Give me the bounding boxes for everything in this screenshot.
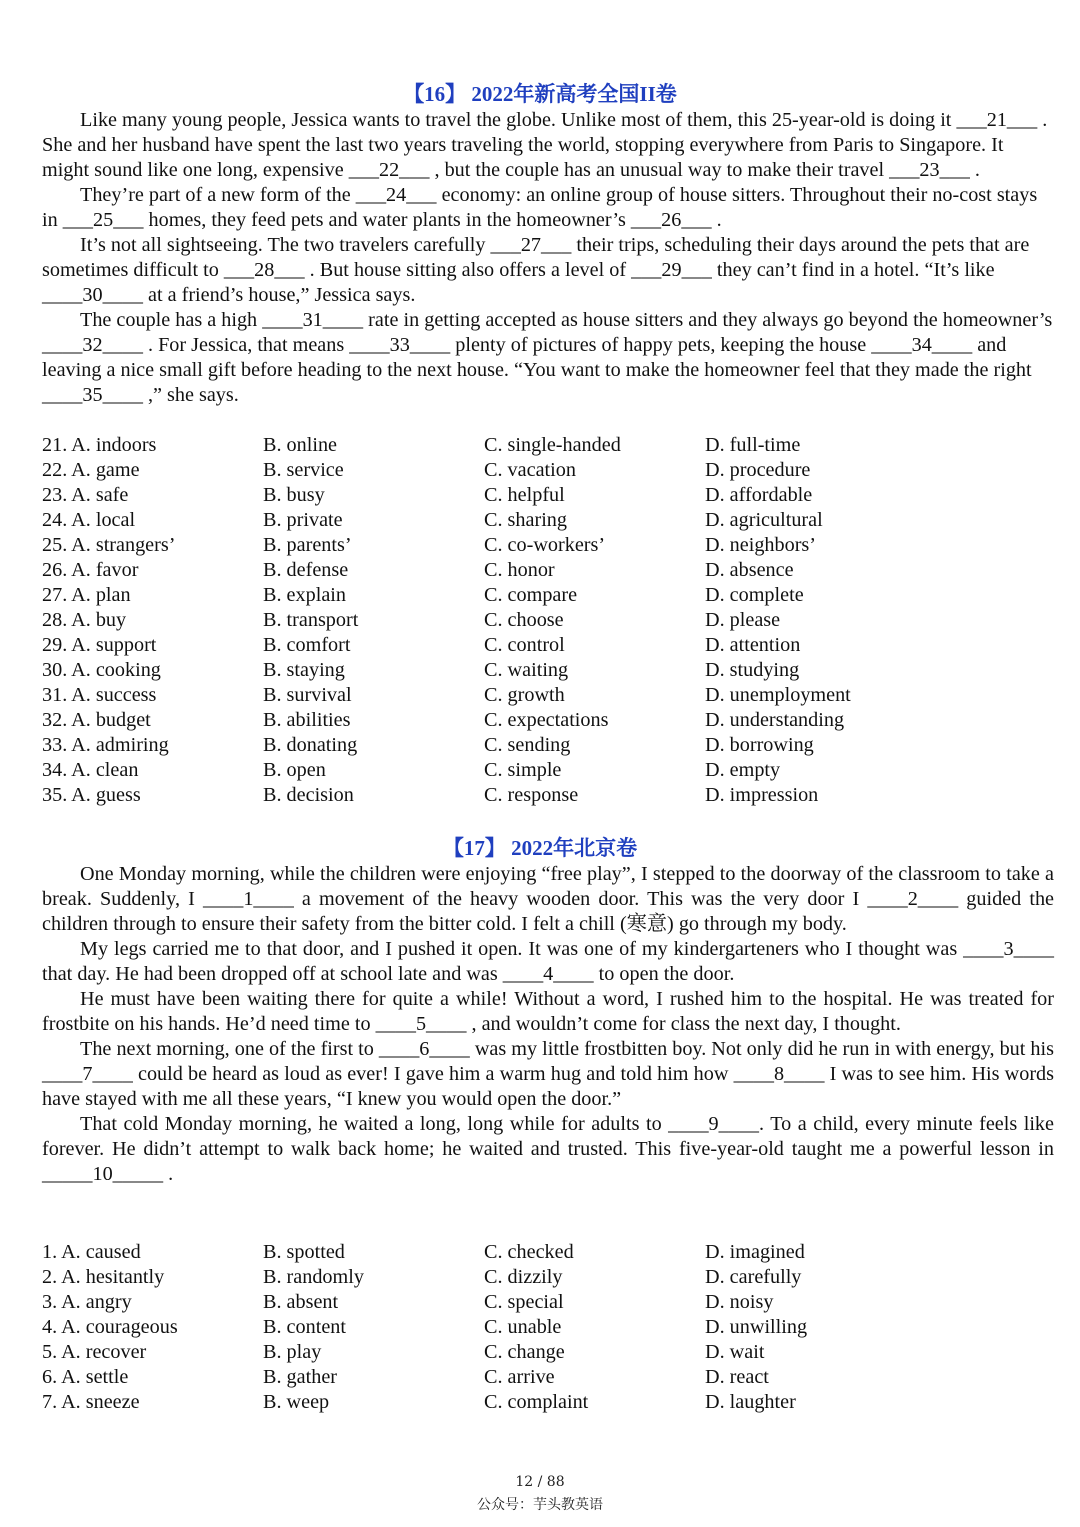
option-d: D. affordable — [705, 484, 813, 506]
option-b: B. defense — [263, 559, 349, 581]
option-a: 1. A. caused — [42, 1241, 141, 1263]
option-b: B. online — [263, 434, 338, 456]
option-row — [42, 1315, 1054, 1340]
option-d: D. understanding — [705, 709, 845, 731]
option-a: 7. A. sneeze — [42, 1391, 140, 1413]
footer-account: 公众号：芋头教英语 — [477, 1497, 603, 1513]
option-c: C. sharing — [484, 509, 567, 531]
option-b: B. randomly — [263, 1266, 364, 1288]
section-17-heading: 【17】 2022年北京卷 — [442, 836, 638, 860]
option-b: B. busy — [263, 484, 325, 506]
option-c: C. single-handed — [484, 434, 621, 456]
option-b: B. content — [263, 1316, 346, 1338]
option-row — [42, 1340, 1054, 1365]
option-c: C. checked — [484, 1241, 574, 1263]
option-c: C. growth — [484, 684, 565, 706]
paragraph: They’re part of a new form of the ___24___ economy: an online group of house sitters. Throughout their no-cost stays in ___25___ homes, they feed pets and water plants in the homeowner’s ___26___ . — [42, 184, 1038, 231]
option-a: 4. A. courageous — [42, 1316, 178, 1338]
option-row — [42, 583, 1054, 608]
option-d: D. impression — [705, 784, 819, 806]
option-b: B. private — [263, 509, 343, 531]
option-c: C. dizzily — [484, 1266, 563, 1288]
option-b: B. gather — [263, 1366, 337, 1388]
option-b: B. survival — [263, 684, 352, 706]
option-b: B. decision — [263, 784, 354, 806]
option-a: 2. A. hesitantly — [42, 1266, 165, 1288]
option-b: B. staying — [263, 659, 345, 681]
option-c: C. co-workers’ — [484, 534, 606, 556]
option-d: D. wait — [705, 1341, 765, 1363]
paragraph: My legs carried me to that door, and I pushed it open. It was one of my kindergarteners who I thought was ____3____ that day. He had been dropped off at school late and was ____4____ to open the door. — [42, 938, 1054, 985]
option-a: 22. A. game — [42, 459, 140, 481]
option-a: 33. A. admiring — [42, 734, 169, 756]
paragraph: That cold Monday morning, he waited a long, long while for adults to ____9____. To a child, every minute feels like forever. He didn’t attempt to walk back home; he waited and trusted. This five-year-old taught me a powerful lesson in _____10_____ . — [42, 1113, 1054, 1185]
option-a: 21. A. indoors — [42, 434, 157, 456]
option-d: D. empty — [705, 759, 781, 781]
option-c: C. waiting — [484, 659, 569, 681]
option-row — [42, 1265, 1054, 1290]
option-a: 3. A. angry — [42, 1291, 132, 1313]
option-d: D. unwilling — [705, 1316, 808, 1338]
section-16-passage — [42, 108, 1054, 408]
option-b: B. weep — [263, 1391, 330, 1413]
option-d: D. noisy — [705, 1291, 774, 1313]
option-c: C. response — [484, 784, 579, 806]
page-number: 12 / 88 — [515, 1474, 565, 1490]
option-d: D. borrowing — [705, 734, 814, 756]
option-row — [42, 533, 1054, 558]
option-c: C. arrive — [484, 1366, 555, 1388]
option-row — [42, 1365, 1054, 1390]
option-row — [42, 733, 1054, 758]
option-a: 31. A. success — [42, 684, 157, 706]
section-17-options — [42, 1240, 1054, 1415]
option-b: B. transport — [263, 609, 359, 631]
option-c: C. expectations — [484, 709, 609, 731]
option-b: B. parents’ — [263, 534, 352, 556]
option-row — [42, 658, 1054, 683]
option-b: B. donating — [263, 734, 358, 756]
option-b: B. comfort — [263, 634, 351, 656]
option-row — [42, 758, 1054, 783]
option-c: C. choose — [484, 609, 564, 631]
option-c: C. compare — [484, 584, 578, 606]
option-a: 25. A. strangers’ — [42, 534, 176, 556]
option-d: D. absence — [705, 559, 794, 581]
paragraph: He must have been waiting there for quite a while! Without a word, I rushed him to the hospital. He was treated for frostbite on his hands. He’d need time to ____5____ , and wouldn’t come for class the next day, I thought. — [42, 988, 1054, 1035]
option-b: B. absent — [263, 1291, 339, 1313]
option-d: D. imagined — [705, 1241, 805, 1263]
option-b: B. play — [263, 1341, 322, 1363]
option-d: D. carefully — [705, 1266, 802, 1288]
option-a: 35. A. guess — [42, 784, 141, 806]
option-a: 30. A. cooking — [42, 659, 161, 681]
option-row — [42, 508, 1054, 533]
option-d: D. unemployment — [705, 684, 851, 706]
option-c: C. honor — [484, 559, 555, 581]
option-c: C. control — [484, 634, 565, 656]
section-17-passage — [42, 862, 1054, 1187]
option-c: C. unable — [484, 1316, 562, 1338]
option-row — [42, 1290, 1054, 1315]
option-a: 32. A. budget — [42, 709, 151, 731]
option-a: 23. A. safe — [42, 484, 129, 506]
option-row — [42, 608, 1054, 633]
option-row — [42, 483, 1054, 508]
option-a: 5. A. recover — [42, 1341, 147, 1363]
option-c: C. simple — [484, 759, 562, 781]
option-b: B. explain — [263, 584, 346, 606]
option-row — [42, 633, 1054, 658]
option-a: 28. A. buy — [42, 609, 127, 631]
option-d: D. full-time — [705, 434, 801, 456]
option-c: C. complaint — [484, 1391, 589, 1413]
option-c: C. special — [484, 1291, 564, 1313]
option-d: D. attention — [705, 634, 801, 656]
option-c: C. vacation — [484, 459, 576, 481]
option-d: D. laughter — [705, 1391, 796, 1413]
option-c: C. sending — [484, 734, 571, 756]
option-d: D. react — [705, 1366, 769, 1388]
option-a: 26. A. favor — [42, 559, 139, 581]
option-b: B. spotted — [263, 1241, 345, 1263]
option-a: 24. A. local — [42, 509, 136, 531]
option-d: D. studying — [705, 659, 800, 681]
option-d: D. please — [705, 609, 781, 631]
option-b: B. abilities — [263, 709, 351, 731]
paragraph: One Monday morning, while the children were enjoying “free play”, I stepped to the doorway of the classroom to take a break. Suddenly, I ____1____ a movement of the heavy wooden door. This was the very door I ____2____ guided the children through to ensure their safety from the bitter cold. I felt a chill (寒意) go through my body. — [42, 863, 1054, 935]
option-row — [42, 708, 1054, 733]
option-row — [42, 433, 1054, 458]
option-a: 34. A. clean — [42, 759, 139, 781]
option-c: C. helpful — [484, 484, 565, 506]
option-c: C. change — [484, 1341, 565, 1363]
option-d: D. complete — [705, 584, 804, 606]
option-row — [42, 458, 1054, 483]
option-d: D. agricultural — [705, 509, 823, 531]
paragraph: The next morning, one of the first to ____6____ was my little frostbitten boy. Not only did he run in with energy, but his ____7____ could be heard as loud as ever! I gave him a warm hug and told him how ____8____ I was to see him. His words have stayed with me all these years, “I knew you would open the door.” — [42, 1038, 1054, 1110]
option-row — [42, 1240, 1054, 1265]
option-a: 27. A. plan — [42, 584, 131, 606]
section-16-options — [42, 433, 1054, 808]
option-b: B. service — [263, 459, 344, 481]
option-row — [42, 683, 1054, 708]
option-row — [42, 558, 1054, 583]
option-a: 29. A. support — [42, 634, 157, 656]
paragraph: The couple has a high ____31____ rate in getting accepted as house sitters and they always go beyond the homeowner’s ____32____ . For Jessica, that means ____33____ plenty of pictures of happy pets, keeping the house ____34____ and leaving a nice small gift before heading to the next house. “You want to make the homeowner feel that they made the right ____35____ ,” she says. — [42, 309, 1053, 406]
section-16-heading: 【16】 2022年新高考全国II卷 — [403, 82, 677, 106]
option-b: B. open — [263, 759, 326, 781]
option-row — [42, 1390, 1054, 1415]
option-a: 6. A. settle — [42, 1366, 129, 1388]
option-row — [42, 783, 1054, 808]
option-d: D. procedure — [705, 459, 811, 481]
option-d: D. neighbors’ — [705, 534, 817, 556]
paragraph: Like many young people, Jessica wants to travel the globe. Unlike most of them, this 25-year-old is doing it ___21___ . She and her husband have spent the last two years traveling the world, stopping everywhere from Paris to Singapore. It might sound like one long, expensive ___22___ , but the couple has an unusual way to make their travel ___23___ . — [42, 109, 1048, 181]
paragraph: It’s not all sightseeing. The two travelers carefully ___27___ their trips, scheduling their days around the pets that are sometimes difficult to ___28___ . But house sitting also offers a level of ___29___ they can’t find in a hotel. “It’s like ____30____ at a friend’s house,” Jessica says. — [42, 234, 1030, 306]
